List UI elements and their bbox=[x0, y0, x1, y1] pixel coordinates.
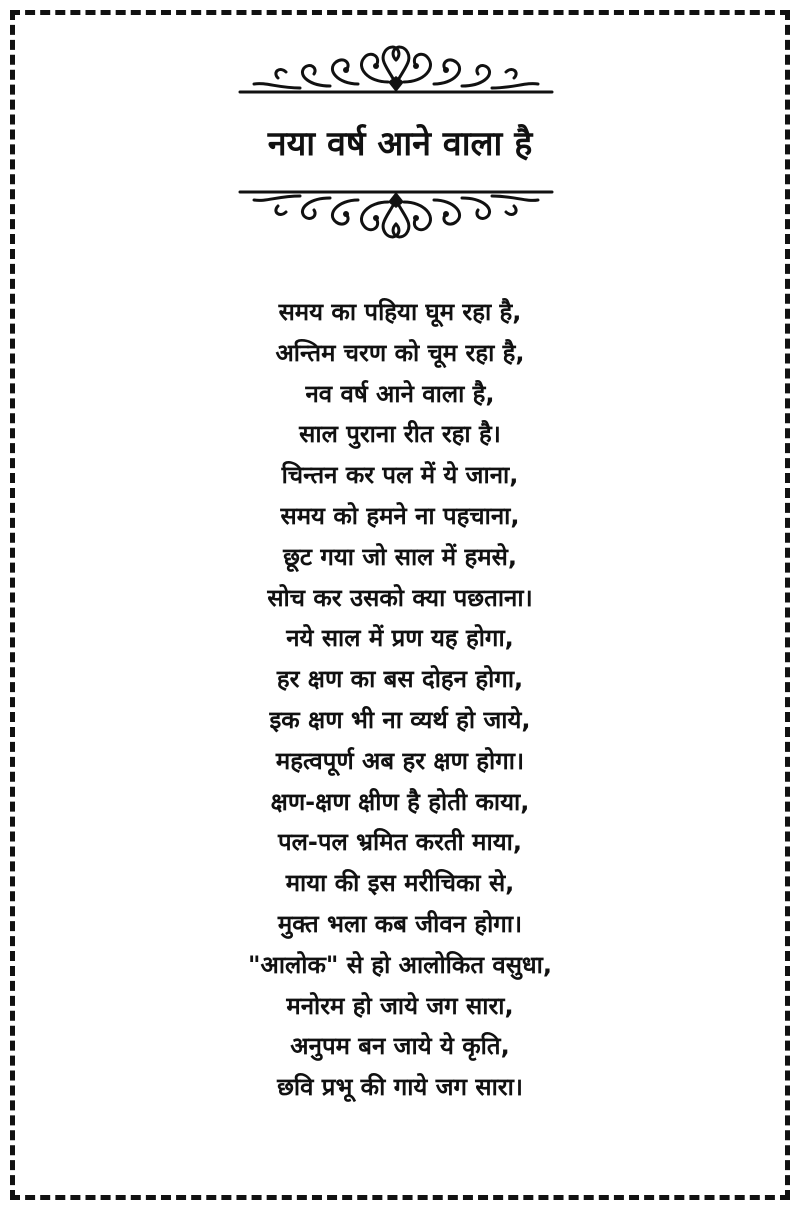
poem-line: "आलोक" से हो आलोकित वसुधा, bbox=[247, 950, 553, 979]
poem-line: नव वर्ष आने वाला है, bbox=[305, 379, 495, 408]
poem-line: मुक्त भला कब जीवन होगा। bbox=[277, 909, 523, 938]
poem-line: अनुपम बन जाये ये कृति, bbox=[290, 1032, 510, 1061]
poem-line: अन्तिम चरण को चूम रहा है, bbox=[275, 338, 525, 367]
poem-line: क्षण-क्षण क्षीण है होती काया, bbox=[270, 787, 530, 816]
poem-line: समय को हमने ना पहचाना, bbox=[280, 501, 520, 530]
poem-line: माया की इस मरीचिका से, bbox=[285, 869, 515, 898]
poem-line: छवि प्रभू की गाये जग सारा। bbox=[277, 1073, 523, 1102]
poem-line: सोच कर उसको क्या पछताना। bbox=[267, 583, 533, 612]
flourish-divider-icon bbox=[238, 38, 554, 98]
poem-line: चिन्तन कर पल में ये जाना, bbox=[281, 461, 519, 490]
poem-body bbox=[0, 292, 800, 1108]
poem-line: हर क्षण का बस दोहन होगा, bbox=[276, 665, 524, 694]
poem-line: समय का पहिया घूम रहा है, bbox=[278, 298, 522, 326]
page-title: नया वर्ष आने वाला है bbox=[267, 124, 533, 164]
poem-line: मनोरम हो जाये जग सारा, bbox=[286, 991, 514, 1020]
poem-line: साल पुराना रीत रहा है। bbox=[299, 420, 501, 449]
poem-line: नये साल में प्रण यह होगा, bbox=[286, 624, 514, 653]
poem-line: इक क्षण भी ना व्यर्थ हो जाये, bbox=[269, 705, 531, 734]
flourish-divider-icon bbox=[238, 186, 554, 246]
poem-line: महत्वपूर्ण अब हर क्षण होगा। bbox=[275, 746, 525, 775]
poem-line: छूट गया जो साल में हमसे, bbox=[283, 542, 517, 571]
poem-line: पल-पल भ्रमित करती माया, bbox=[278, 828, 522, 857]
